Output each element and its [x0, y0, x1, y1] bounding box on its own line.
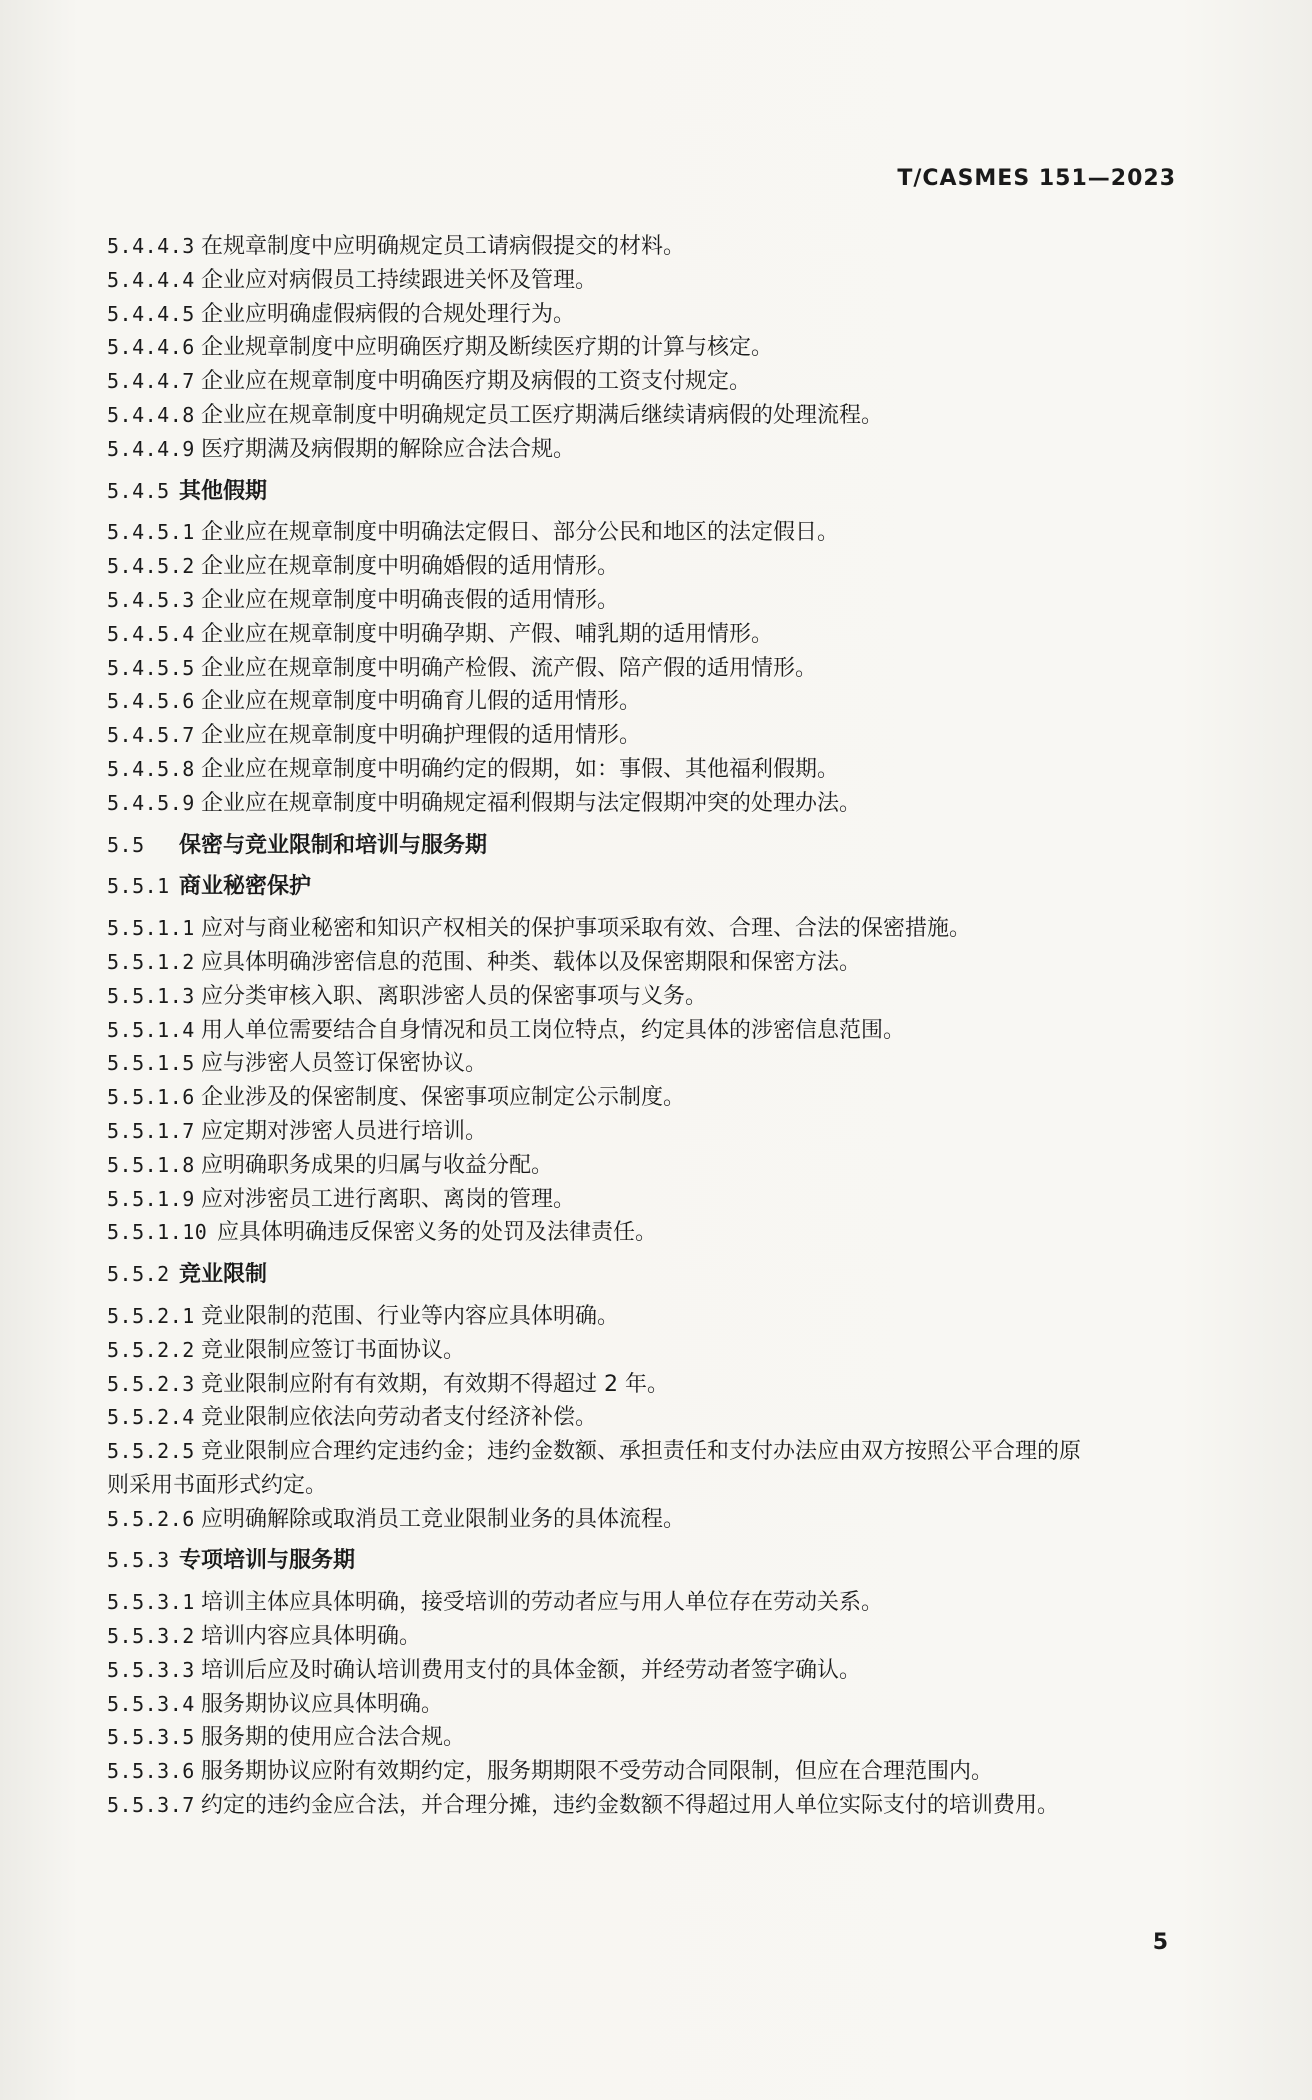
clause-text: 企业应在规章制度中明确丧假的适用情形。 — [201, 587, 620, 613]
clause-number: 5.5.3.7 — [107, 1793, 195, 1818]
clause-item — [107, 946, 1197, 980]
clause-text: 培训后应及时确认培训费用支付的具体金额，并经劳动者签字确认。 — [201, 1657, 862, 1683]
clause-text: 培训主体应具体明确，接受培训的劳动者应与用人单位存在劳动关系。 — [201, 1590, 884, 1616]
clause-number: 5.5.1.1 — [107, 916, 195, 941]
section-heading — [107, 870, 1197, 904]
section-heading — [107, 1544, 1197, 1578]
clause-number: 5.5.3 — [107, 1548, 170, 1573]
clause-item — [107, 1081, 1197, 1115]
clause-text: 企业应在规章制度中明确法定假日、部分公民和地区的法定假日。 — [201, 520, 840, 546]
clause-text: 企业应在规章制度中明确约定的假期，如：事假、其他福利假期。 — [201, 756, 840, 782]
clause-text: 约定的违约金应合法，并合理分摊，违约金数额不得超过用人单位实际支付的培训费用。 — [201, 1793, 1060, 1819]
clause-number: 5.4.5.8 — [107, 756, 195, 781]
clause-number: 5.5.1.6 — [107, 1085, 195, 1110]
clause-text: 企业涉及的保密制度、保密事项应制定公示制度。 — [201, 1085, 686, 1111]
clause-number: 5.4.4.9 — [107, 436, 195, 461]
clause-text: 培训内容应具体明确。 — [201, 1624, 422, 1650]
clause-number: 5.5 — [107, 832, 145, 857]
section-title: 竞业限制 — [179, 1262, 268, 1288]
clause-item — [107, 1721, 1197, 1755]
clause-text: 企业应在规章制度中明确孕期、产假、哺乳期的适用情形。 — [201, 621, 774, 647]
clause-number: 5.4.5 — [107, 478, 170, 503]
clause-number: 5.5.3.2 — [107, 1624, 195, 1649]
clause-item — [107, 1503, 1197, 1537]
page-number: 5 — [1152, 1930, 1168, 1955]
clause-number: 5.5.3.5 — [107, 1725, 195, 1750]
clause-text: 应明确职务成果的归属与收益分配。 — [201, 1152, 554, 1178]
clause-number: 5.5.1 — [107, 874, 170, 899]
clause-number: 5.4.5.7 — [107, 723, 195, 748]
clause-item — [107, 584, 1197, 618]
clause-text: 应与涉密人员签订保密协议。 — [201, 1051, 488, 1077]
clause-text: 竞业限制应依法向劳动者支付经济补偿。 — [201, 1405, 598, 1431]
clause-item — [107, 1047, 1197, 1081]
clause-text: 企业应在规章制度中明确婚假的适用情形。 — [201, 554, 620, 580]
clause-item — [107, 399, 1197, 433]
clause-item — [107, 1014, 1197, 1048]
clause-text: 应具体明确违反保密义务的处罚及法律责任。 — [217, 1220, 658, 1246]
clause-item — [107, 1401, 1197, 1435]
clause-number: 5.5.1.4 — [107, 1017, 195, 1042]
clause-number: 5.5.1.7 — [107, 1118, 195, 1143]
clause-text: 企业应明确虚假病假的合规处理行为。 — [201, 301, 576, 327]
clause-item — [107, 685, 1197, 719]
clause-number: 5.4.4.7 — [107, 369, 195, 394]
clause-number: 5.5.3.3 — [107, 1657, 195, 1682]
clause-item — [107, 1435, 1197, 1469]
clause-number: 5.5.1.8 — [107, 1152, 195, 1177]
clause-number: 5.4.5.9 — [107, 790, 195, 815]
clause-item — [107, 433, 1197, 467]
clause-item — [107, 1334, 1197, 1368]
clause-text: 在规章制度中应明确规定员工请病假提交的材料。 — [201, 234, 686, 259]
clause-item — [107, 912, 1197, 946]
clause-text: 应对涉密员工进行离职、离岗的管理。 — [201, 1186, 576, 1212]
clause-text: 竞业限制应附有有效期，有效期不得超过 2 年。 — [201, 1371, 669, 1397]
clause-number: 5.5.2.1 — [107, 1303, 195, 1328]
clause-text: 企业应在规章制度中明确产检假、流产假、陪产假的适用情形。 — [201, 655, 818, 681]
clause-number: 5.5.3.6 — [107, 1759, 195, 1784]
clause-item — [107, 980, 1197, 1014]
clause-item — [107, 516, 1197, 550]
clause-text: 医疗期满及病假期的解除应合法合规。 — [201, 436, 576, 462]
clause-number: 5.5.3.4 — [107, 1691, 195, 1716]
clause-item — [107, 1300, 1197, 1334]
clause-number: 5.4.5.2 — [107, 554, 195, 579]
clause-number: 5.5.1.9 — [107, 1186, 195, 1211]
clause-number: 5.4.4.6 — [107, 335, 195, 360]
document-body — [107, 230, 1197, 1823]
section-heading — [107, 475, 1197, 509]
clause-text: 企业应在规章制度中明确育儿假的适用情形。 — [201, 689, 642, 715]
clause-item — [107, 230, 1197, 264]
clause-text: 应对与商业秘密和知识产权相关的保护事项采取有效、合理、合法的保密措施。 — [201, 916, 972, 942]
clause-item — [107, 787, 1197, 821]
clause-text: 企业规章制度中应明确医疗期及断续医疗期的计算与核定。 — [201, 335, 774, 361]
clause-text: 应分类审核入职、离职涉密人员的保密事项与义务。 — [201, 983, 708, 1009]
standard-code: T/CASMES 151—2023 — [897, 166, 1176, 191]
clause-text: 竞业限制应合理约定违约金；违约金数额、承担责任和支付办法应由双方按照公平合理的原 — [201, 1439, 1082, 1465]
clause-item — [107, 1620, 1197, 1654]
clause-item — [107, 365, 1197, 399]
clause-item — [107, 264, 1197, 298]
clause-item — [107, 618, 1197, 652]
clause-number: 5.5.1.5 — [107, 1051, 195, 1076]
clause-item — [107, 1789, 1197, 1823]
clause-text-continuation: 则采用书面形式约定。 — [107, 1472, 328, 1498]
clause-text: 用人单位需要结合自身情况和员工岗位特点，约定具体的涉密信息范围。 — [201, 1017, 906, 1043]
clause-number: 5.5.1.2 — [107, 949, 195, 974]
clause-text: 企业应在规章制度中明确规定福利假期与法定假期冲突的处理办法。 — [201, 790, 862, 816]
clause-text: 应定期对涉密人员进行培训。 — [201, 1118, 488, 1144]
clause-number: 5.4.5.1 — [107, 520, 195, 545]
clause-number: 5.5.2 — [107, 1262, 170, 1287]
clause-item — [107, 1654, 1197, 1688]
section-title: 商业秘密保护 — [179, 874, 312, 900]
clause-item — [107, 719, 1197, 753]
clause-item — [107, 550, 1197, 584]
clause-text: 应明确解除或取消员工竞业限制业务的具体流程。 — [201, 1506, 686, 1532]
clause-number: 5.5.1.3 — [107, 983, 195, 1008]
clause-item — [107, 298, 1197, 332]
clause-item — [107, 1688, 1197, 1722]
clause-text: 应具体明确涉密信息的范围、种类、载体以及保密期限和保密方法。 — [201, 949, 862, 975]
clause-item — [107, 1115, 1197, 1149]
clause-text: 企业应在规章制度中明确规定员工医疗期满后继续请病假的处理流程。 — [201, 402, 884, 428]
clause-item — [107, 652, 1197, 686]
clause-text: 服务期协议应具体明确。 — [201, 1691, 444, 1717]
clause-text: 服务期的使用应合法合规。 — [201, 1725, 466, 1751]
clause-text: 企业应对病假员工持续跟进关怀及管理。 — [201, 267, 598, 293]
clause-number: 5.4.4.8 — [107, 402, 195, 427]
clause-number: 5.4.4.3 — [107, 234, 195, 258]
clause-number: 5.4.5.5 — [107, 655, 195, 680]
clause-text: 竞业限制的范围、行业等内容应具体明确。 — [201, 1303, 620, 1329]
clause-number: 5.4.5.4 — [107, 621, 195, 646]
clause-number: 5.4.4.5 — [107, 301, 195, 326]
clause-number: 5.5.1.10 — [107, 1220, 208, 1245]
clause-item — [107, 1368, 1197, 1402]
clause-number: 5.4.5.6 — [107, 689, 195, 714]
clause-item — [107, 1586, 1197, 1620]
section-title: 其他假期 — [179, 478, 268, 504]
clause-number: 5.5.3.1 — [107, 1590, 195, 1615]
clause-text: 企业应在规章制度中明确护理假的适用情形。 — [201, 723, 642, 749]
section-heading — [107, 829, 1197, 863]
clause-item — [107, 1183, 1197, 1217]
clause-number: 5.4.4.4 — [107, 267, 195, 292]
clause-text: 竞业限制应签订书面协议。 — [201, 1337, 466, 1363]
clause-number: 5.5.2.5 — [107, 1439, 195, 1464]
clause-text: 企业应在规章制度中明确医疗期及病假的工资支付规定。 — [201, 369, 752, 395]
section-title: 保密与竞业限制和培训与服务期 — [179, 832, 488, 858]
clause-number: 5.5.2.3 — [107, 1371, 195, 1396]
clause-item — [107, 753, 1197, 787]
clause-number: 5.5.2.2 — [107, 1337, 195, 1362]
clause-number: 5.4.5.3 — [107, 587, 195, 612]
clause-number: 5.5.2.4 — [107, 1405, 195, 1430]
clause-text: 服务期协议应附有效期约定，服务期期限不受劳动合同限制，但应在合理范围内。 — [201, 1759, 994, 1785]
clause-item — [107, 1149, 1197, 1183]
clause-item — [107, 1755, 1197, 1789]
section-heading — [107, 1258, 1197, 1292]
clause-item — [107, 331, 1197, 365]
clause-item — [107, 1216, 1197, 1250]
clause-number: 5.5.2.6 — [107, 1506, 195, 1531]
section-title: 专项培训与服务期 — [179, 1548, 356, 1574]
